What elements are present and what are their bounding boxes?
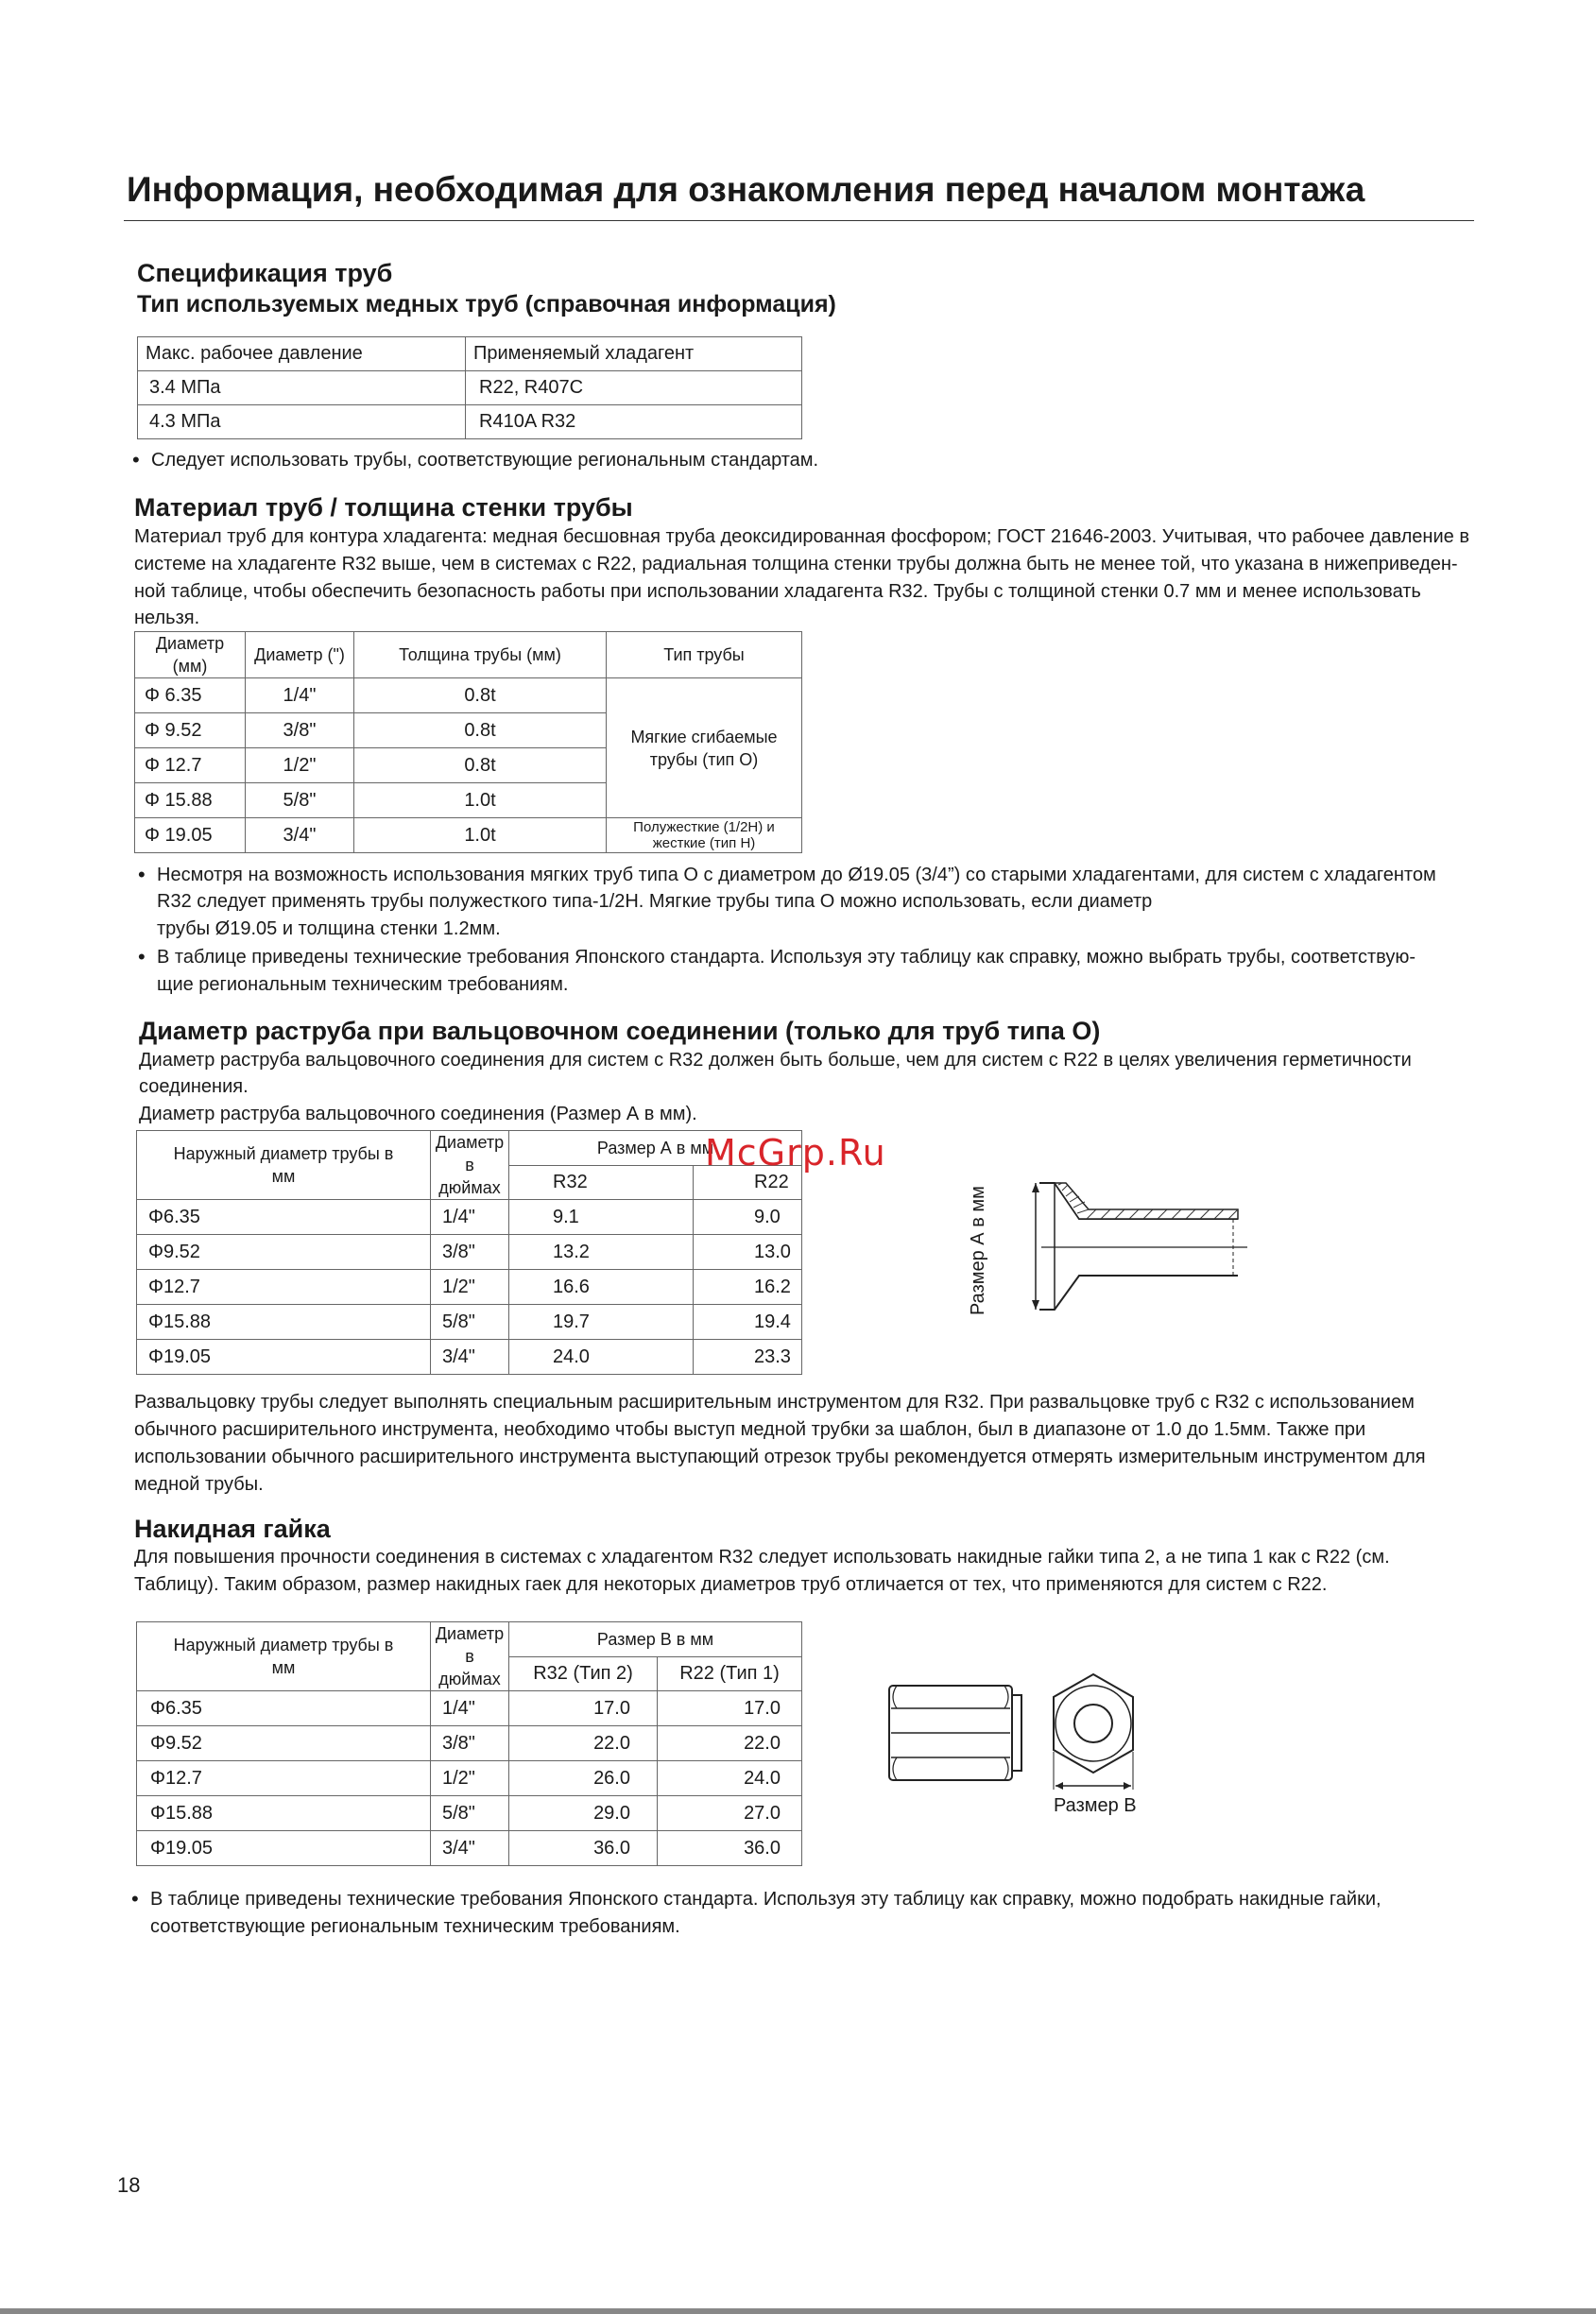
nut-size-table — [136, 1621, 802, 1866]
flare-dimension-label: Размер А в мм — [968, 1186, 988, 1315]
table-cell: 9.1 — [509, 1200, 694, 1235]
note-japanese-standard: • В таблице приведены технические требования Японского стандарта. Используя эту таблицу как справку, можно выбрать трубы, соответствую- — [157, 945, 1416, 969]
table-cell: 23.3 — [694, 1340, 802, 1375]
note-nut-standard: • В таблице приведены технические требования Японского стандарта. Используя эту таблицу как справку, можно подобрать накидные гайки, — [150, 1887, 1381, 1911]
table-cell: 3/8" — [431, 1726, 509, 1761]
page-number: 18 — [117, 2173, 141, 2197]
table-cell: 1/2" — [246, 748, 354, 783]
table-cell: 5/8" — [246, 783, 354, 818]
note-nut-standard-line: соответствующие региональным техническим требованиям. — [150, 1916, 680, 1937]
note-japanese-standard-line: щие региональным техническим требованиям. — [157, 974, 569, 995]
table-cell: Φ12.7 — [137, 1270, 431, 1305]
paragraph-line: соединения. — [139, 1076, 249, 1097]
table-cell: 3/8" — [246, 713, 354, 748]
paragraph-line: Развальцовку трубы следует выполнять специальным расширительным инструментом для R32. При развальцовке труб с R32 с использованием — [134, 1392, 1415, 1413]
paragraph-line: Таблицу). Таким образом, размер накидных гаек для некоторых диаметров труб отличается от тех, что применяются для систем с R22. — [134, 1574, 1328, 1595]
table-cell: 22.0 — [509, 1726, 658, 1761]
table-cell: 0.8t — [354, 713, 607, 748]
table-cell: Φ15.88 — [137, 1796, 431, 1831]
table-cell: 9.0 — [694, 1200, 802, 1235]
table-cell: 1.0t — [354, 783, 607, 818]
flare-nut-diagram — [884, 1672, 1148, 1795]
table-cell: 1/4" — [431, 1200, 509, 1235]
title-divider — [124, 220, 1474, 221]
section-subheading-pipe-types: Тип используемых медных труб (справочная информация) — [137, 291, 836, 317]
flare-diagram — [964, 1172, 1247, 1323]
table-header: Диаметр (мм) — [135, 632, 246, 678]
paragraph-line: ной таблице, чтобы обеспечить безопасность работы при использовании хладагента R32. Трубы с толщиной стенки 0.7 мм и менее использовать — [134, 581, 1421, 602]
pipe-thickness-table — [134, 631, 802, 853]
table-cell: Φ9.52 — [137, 1726, 431, 1761]
table-cell: 3/4" — [431, 1831, 509, 1866]
paragraph-line: нельзя. — [134, 608, 200, 628]
table-cell: 22.0 — [658, 1726, 802, 1761]
paragraph-line: Материал труб для контура хладагента: медная бесшовная труба деоксидированная фосфором; ГОСТ 21646-2003. Учитывая, что рабочее давление в — [134, 526, 1469, 547]
table-cell: 13.0 — [694, 1235, 802, 1270]
table-cell: Φ15.88 — [137, 1305, 431, 1340]
table-cell: 26.0 — [509, 1761, 658, 1796]
table-header: Толщина трубы (мм) — [354, 632, 607, 678]
table-cell: R22, R407C — [466, 371, 802, 405]
table-cell: 19.4 — [694, 1305, 802, 1340]
table-header: Размер А в мм — [509, 1131, 802, 1166]
pressure-refrigerant-table — [137, 336, 802, 439]
table-cell: 3.4 МПа — [138, 371, 466, 405]
table-cell: 36.0 — [658, 1831, 802, 1866]
table-cell: Φ12.7 — [137, 1761, 431, 1796]
table-header: Тип трубы — [607, 632, 802, 678]
table-header: Диаметр (") — [246, 632, 354, 678]
table-cell: 3/8" — [431, 1235, 509, 1270]
table-header: Наружный диаметр трубы в мм — [137, 1131, 431, 1200]
table-cell: 5/8" — [431, 1796, 509, 1831]
table-cell: 1.0t — [354, 818, 607, 853]
table-cell: Φ 9.52 — [135, 713, 246, 748]
table-cell: 13.2 — [509, 1235, 694, 1270]
page-title: Информация, необходимая для ознакомления перед началом монтажа — [127, 170, 1365, 209]
section-heading-pipe-spec: Спецификация труб — [137, 259, 393, 287]
paragraph-line: Для повышения прочности соединения в системах с хладагентом R32 следует использовать накидные гайки типа 2, а не типа 1 как с R22 (см. — [134, 1547, 1390, 1568]
table-cell: 0.8t — [354, 748, 607, 783]
note-soft-pipes-line: R32 следует применять трубы полужесткого типа-1/2H. Мягкие трубы типа О можно использовать, если диаметр — [157, 891, 1153, 912]
section-heading-nut: Накидная гайка — [134, 1515, 331, 1543]
table-cell: 1/4" — [431, 1691, 509, 1726]
table-cell: 24.0 — [658, 1761, 802, 1796]
table-header: R32 — [509, 1165, 694, 1200]
table-cell: 27.0 — [658, 1796, 802, 1831]
table-cell: 29.0 — [509, 1796, 658, 1831]
section-heading-material: Материал труб / толщина стенки трубы — [134, 493, 633, 522]
table-cell: 0.8t — [354, 678, 607, 713]
pipe-type-hard: Полужесткие (1/2H) и жесткие (тип H) — [607, 818, 802, 853]
pipe-type-soft: Мягкие сгибаемые трубы (тип О) — [607, 678, 802, 818]
table-cell: 17.0 — [509, 1691, 658, 1726]
table-cell: Φ19.05 — [137, 1340, 431, 1375]
note-soft-pipes-line: трубы Ø19.05 и толщина стенки 1.2мм. — [157, 918, 501, 939]
table-cell: 24.0 — [509, 1340, 694, 1375]
table-cell: Φ 19.05 — [135, 818, 246, 853]
paragraph-line: медной трубы. — [134, 1474, 264, 1495]
table-cell: 16.2 — [694, 1270, 802, 1305]
table-header: R22 (Тип 1) — [658, 1656, 802, 1691]
table-cell: Φ9.52 — [137, 1235, 431, 1270]
table-cell: 17.0 — [658, 1691, 802, 1726]
table-cell: R410A R32 — [466, 405, 802, 439]
table-header: R22 — [694, 1165, 802, 1200]
table-cell: 4.3 МПа — [138, 405, 466, 439]
table-cell: Φ 6.35 — [135, 678, 246, 713]
table-cell: Φ6.35 — [137, 1691, 431, 1726]
table-header: Диаметр в дюймах — [431, 1622, 509, 1691]
paragraph-line: системе на хладагенте R32 выше, чем в системах с R22, радиальная толщина стенки трубы должна быть не менее той, что указана в нижеприведен- — [134, 554, 1458, 574]
table-cell: Φ 12.7 — [135, 748, 246, 783]
table-cell: Φ 15.88 — [135, 783, 246, 818]
table-cell: 1/2" — [431, 1270, 509, 1305]
table-cell: Φ19.05 — [137, 1831, 431, 1866]
watermark: McGrp.Ru — [705, 1132, 886, 1174]
table-cell: 36.0 — [509, 1831, 658, 1866]
table-cell: 19.7 — [509, 1305, 694, 1340]
table-header: Макс. рабочее давление — [138, 337, 466, 371]
table-cell: 3/4" — [246, 818, 354, 853]
table-cell: 5/8" — [431, 1305, 509, 1340]
table-cell: Φ6.35 — [137, 1200, 431, 1235]
paragraph-line: Диаметр раструба вальцовочного соединения (Размер А в мм). — [139, 1104, 697, 1124]
flare-size-table — [136, 1130, 802, 1375]
table-cell: 1/2" — [431, 1761, 509, 1796]
table-header: Диаметр в дюймах — [431, 1131, 509, 1200]
table-cell: 16.6 — [509, 1270, 694, 1305]
paragraph-line: Диаметр раструба вальцовочного соединения для систем с R32 должен быть больше, чем для систем с R22 в целях увеличения герметичности — [139, 1050, 1412, 1071]
table-cell: 3/4" — [431, 1340, 509, 1375]
table-cell: 1/4" — [246, 678, 354, 713]
note-soft-pipes: • Несмотря на возможность использования мягких труб типа О с диаметром до Ø19.05 (3/4”) со старыми хладагентами, для систем с хладагентом — [157, 863, 1436, 887]
footer-bar — [0, 2308, 1596, 2314]
paragraph-line: обычного расширительного инструмента, необходимо чтобы выступ медной трубки за шаблон, был в диапазоне от 1.0 до 1.5мм. Также при — [134, 1419, 1366, 1440]
paragraph-line: использовании обычного расширительного инструмента выступающий отрезок трубы рекомендуется отмерять измерительным инструментом для — [134, 1447, 1426, 1467]
note-regional-standards: • Следует использовать трубы, соответствующие региональным стандартам. — [151, 448, 818, 472]
table-header: Размер В в мм — [509, 1622, 802, 1657]
table-header: R32 (Тип 2) — [509, 1656, 658, 1691]
nut-dimension-label: Размер В — [1054, 1795, 1137, 1816]
table-header: Наружный диаметр трубы в мм — [137, 1622, 431, 1691]
section-heading-flare: Диаметр раструба при вальцовочном соединении (только для труб типа О) — [139, 1017, 1101, 1045]
table-header: Применяемый хладагент — [466, 337, 802, 371]
